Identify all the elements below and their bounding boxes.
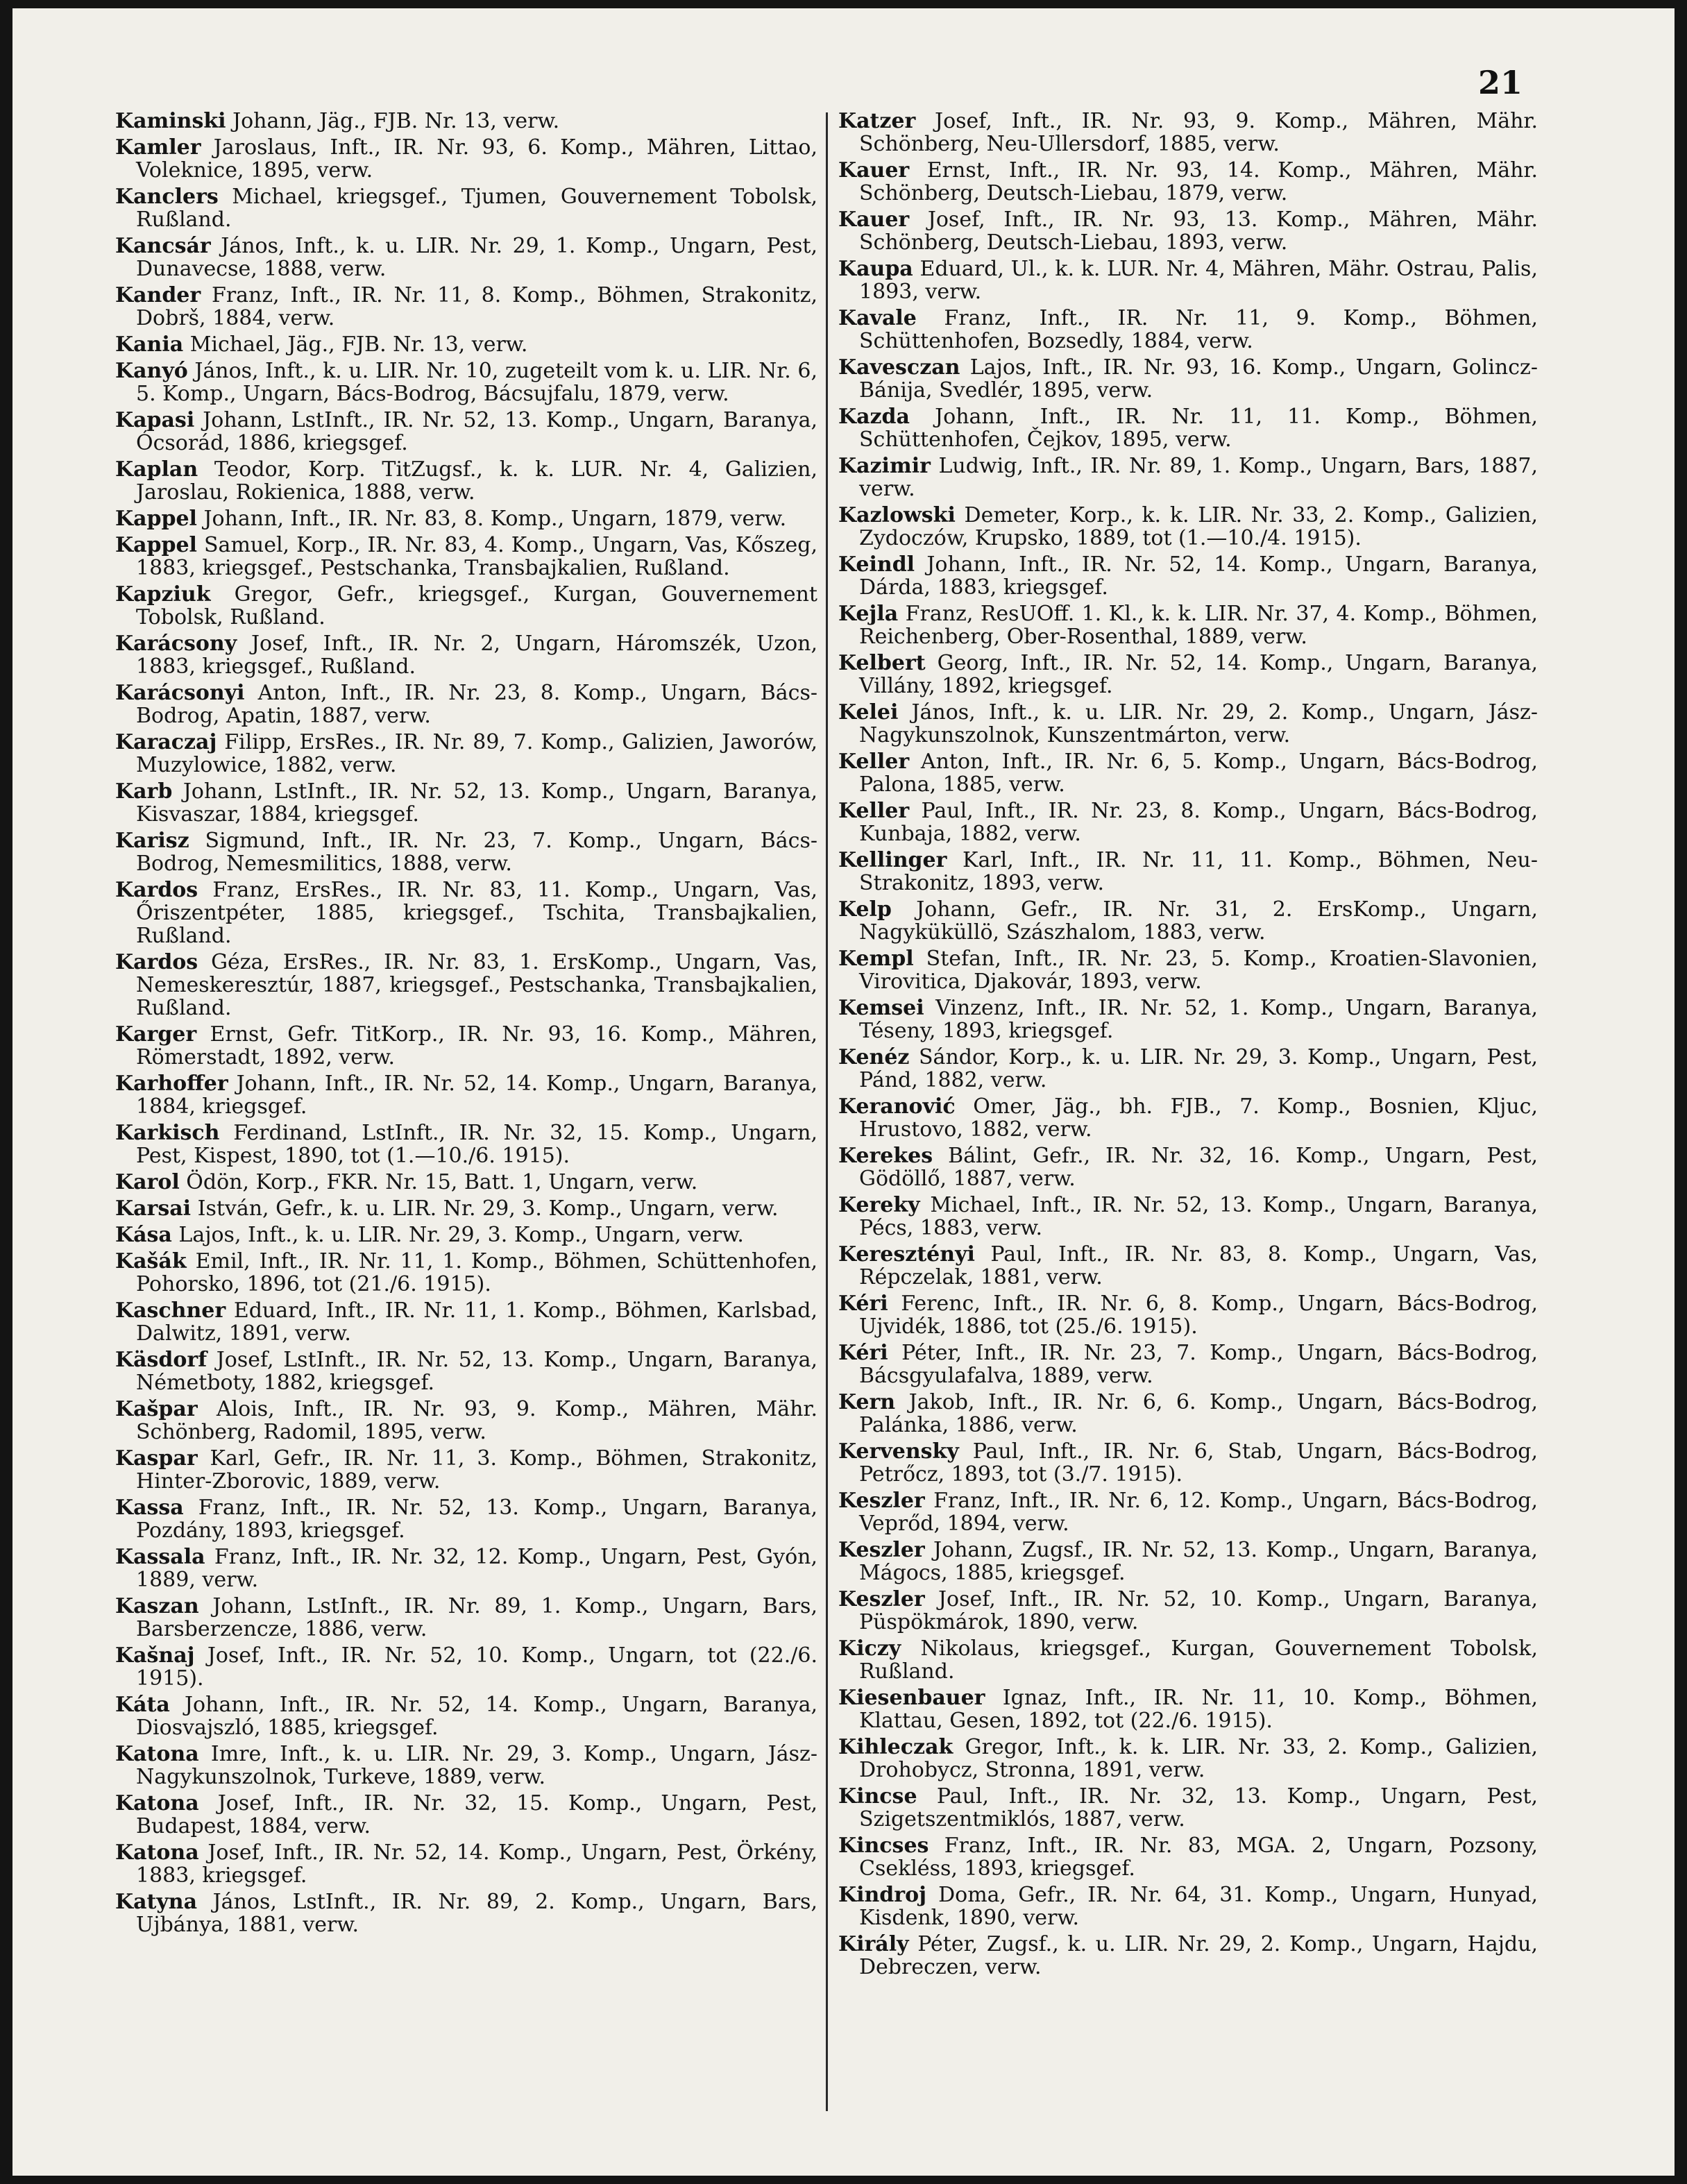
entry-surname: Kander: [115, 283, 201, 307]
register-entry: [838, 1539, 1538, 1584]
entry-surname: Karácsonyi: [115, 681, 245, 705]
entry-details: Ferenc, Inft., IR. Nr. 6, 8. Komp., Ungarn, Bács-Bodrog, Ujvidék, 1886, tot (25./6. 1915).: [859, 1292, 1538, 1339]
register-entry: [115, 1693, 817, 1739]
entry-details: Ödön, Korp., FKR. Nr. 15, Batt. 1, Ungarn, verw.: [186, 1170, 698, 1194]
entry-surname: Keresztényi: [838, 1242, 975, 1267]
entry-details: Franz, Inft., IR. Nr. 83, MGA. 2, Ungarn, Pozsony, Csekléss, 1893, kriegsgef.: [859, 1834, 1538, 1881]
entry-surname: Karaczaj: [115, 730, 217, 754]
entry-surname: Kazlowski: [838, 503, 956, 527]
register-entry: [838, 947, 1538, 993]
entry-surname: Kern: [838, 1390, 896, 1414]
entry-surname: Keller: [838, 750, 910, 774]
entry-surname: Katona: [115, 1742, 199, 1766]
entry-surname: Kaszan: [115, 1594, 199, 1618]
register-entry: [838, 1046, 1538, 1092]
entry-details: Demeter, Korp., k. k. LIR. Nr. 33, 2. Komp., Galizien, Zydoczów, Krupsko, 1889, tot (1.—10./4. 1915).: [859, 503, 1538, 550]
entry-details: Samuel, Korp., IR. Nr. 83, 4. Komp., Ungarn, Vas, Kőszeg, 1883, kriegsgef., Pestschanka, Transbajkalien, Rußland.: [136, 533, 817, 580]
entry-details: Josef, Inft., IR. Nr. 2, Ungarn, Háromszék, Uzon, 1883, kriegsgef., Rußland.: [136, 632, 817, 679]
register-entry: [115, 110, 817, 133]
register-entry: [838, 1292, 1538, 1338]
register-entry: [838, 1884, 1538, 1929]
entry-details: Ignaz, Inft., IR. Nr. 11, 10. Komp., Böhmen, Klattau, Gesen, 1892, tot (22./6. 1915).: [859, 1686, 1538, 1733]
entry-details: Omer, Jäg., bh. FJB., 7. Komp., Bosnien, Kljuc, Hrustovo, 1882, verw.: [859, 1094, 1538, 1142]
entry-details: Karl, Inft., IR. Nr. 11, 11. Komp., Böhmen, Neu-Strakonitz, 1893, verw.: [859, 848, 1538, 895]
entry-details: Josef, Inft., IR. Nr. 32, 15. Komp., Ungarn, Pest, Budapest, 1884, verw.: [136, 1791, 817, 1838]
entry-details: Michael, kriegsgef., Tjumen, Gouvernement Tobolsk, Rußland.: [136, 185, 817, 232]
entry-surname: Kašák: [115, 1249, 187, 1273]
entry-surname: Karkisch: [115, 1121, 220, 1145]
entry-details: Johann, LstInft., IR. Nr. 52, 13. Komp., Ungarn, Baranya, Ócsorád, 1886, kriegsgef.: [136, 408, 817, 455]
register-entry: [115, 1890, 817, 1936]
register-entry: [838, 1588, 1538, 1634]
entry-details: Vinzenz, Inft., IR. Nr. 52, 1. Komp., Ungarn, Baranya, Téseny, 1893, kriegsgef.: [859, 996, 1538, 1043]
register-entry: [115, 1546, 817, 1591]
entry-surname: Karger: [115, 1022, 197, 1047]
register-entry: [115, 1447, 817, 1493]
register-entry: [838, 1686, 1538, 1732]
entry-details: Eduard, Ul., k. k. LUR. Nr. 4, Mähren, Mähr. Ostrau, Palis, 1893, verw.: [859, 257, 1538, 304]
entry-details: Imre, Inft., k. u. LIR. Nr. 29, 3. Komp., Ungarn, Jász-Nagykunszolnok, Turkeve, 1889, verw.: [136, 1742, 817, 1789]
entry-surname: Kereky: [838, 1193, 920, 1217]
register-entry: [838, 1341, 1538, 1387]
entry-details: Anton, Inft., IR. Nr. 23, 8. Komp., Ungarn, Bács-Bodrog, Apatin, 1887, verw.: [136, 681, 817, 728]
entry-surname: Kaplan: [115, 457, 198, 482]
entry-surname: Kenéz: [838, 1045, 910, 1069]
entry-surname: Kavesczan: [838, 355, 960, 380]
entry-details: Lajos, Inft., IR. Nr. 93, 16. Komp., Ungarn, Golincz-Bánija, Svedlér, 1895, verw.: [859, 355, 1538, 403]
entry-details: István, Gefr., k. u. LIR. Nr. 29, 3. Komp., Ungarn, verw.: [197, 1196, 779, 1221]
register-entry: [838, 602, 1538, 648]
register-entry: [115, 1023, 817, 1069]
book-page: [12, 8, 1675, 2176]
entry-surname: Karb: [115, 779, 173, 804]
entry-details: Georg, Inft., IR. Nr. 52, 14. Komp., Ungarn, Baranya, Villány, 1892, kriegsgef.: [859, 651, 1538, 698]
entry-surname: Kappel: [115, 533, 197, 557]
entry-surname: Kiesenbauer: [838, 1686, 985, 1710]
entry-details: Ludwig, Inft., IR. Nr. 89, 1. Komp., Ungarn, Bars, 1887, verw.: [859, 454, 1538, 501]
entry-details: Michael, Jäg., FJB. Nr. 13, verw.: [189, 332, 528, 357]
entry-surname: Kamler: [115, 135, 201, 160]
entry-details: Gregor, Inft., k. k. LIR. Nr. 33, 2. Komp., Galizien, Drohobycz, Stronna, 1891, verw.: [859, 1735, 1538, 1782]
register-entry: [115, 507, 817, 530]
register-entry: [838, 1243, 1538, 1289]
entry-details: János, Inft., k. u. LIR. Nr. 29, 2. Komp., Ungarn, Jász-Nagykunszolnok, Kunszentmárton, verw.: [859, 700, 1538, 747]
register-entry: [115, 235, 817, 280]
entry-details: Josef, Inft., IR. Nr. 52, 10. Komp., Ungarn, Baranya, Püspökmárok, 1890, verw.: [859, 1587, 1538, 1634]
entry-details: Lajos, Inft., k. u. LIR. Nr. 29, 3. Komp., Ungarn, verw.: [178, 1223, 744, 1247]
entry-surname: Karisz: [115, 829, 189, 853]
register-entry: [115, 1299, 817, 1345]
entry-details: Stefan, Inft., IR. Nr. 23, 5. Komp., Kroatien-Slavonien, Virovitica, Djakovár, 1893, verw.: [859, 947, 1538, 994]
entry-details: Franz, ErsRes., IR. Nr. 83, 11. Komp., Ungarn, Vas, Őriszentpéter, 1885, kriegsgef., Tschita, Transbajkalien, Rußland.: [136, 878, 817, 948]
register-entry: [115, 829, 817, 875]
entry-surname: Kincse: [838, 1784, 917, 1809]
register-entry: [115, 583, 817, 629]
entry-surname: Karhoffer: [115, 1072, 228, 1096]
register-entry: [115, 1121, 817, 1167]
entry-surname: Kaminski: [115, 109, 226, 133]
register-entry: [115, 1348, 817, 1394]
entry-details: Teodor, Korp. TitZugsf., k. k. LUR. Nr. 4, Galizien, Jaroslau, Rokienica, 1888, verw.: [136, 457, 817, 505]
entry-details: Josef, Inft., IR. Nr. 52, 14. Komp., Ungarn, Pest, Örkény, 1883, kriegsgef.: [136, 1840, 817, 1888]
register-entry: [838, 849, 1538, 895]
entry-surname: Kauer: [838, 208, 910, 232]
entry-surname: Kaupa: [838, 257, 913, 281]
entry-details: Franz, Inft., IR. Nr. 52, 13. Komp., Ungarn, Baranya, Pozdány, 1893, kriegsgef.: [136, 1496, 817, 1543]
entry-surname: Kincses: [838, 1834, 929, 1858]
entry-details: Eduard, Inft., IR. Nr. 11, 1. Komp., Böhmen, Karlsbad, Dalwitz, 1891, verw.: [136, 1298, 817, 1346]
register-entry: [115, 1595, 817, 1641]
entry-surname: Káta: [115, 1693, 170, 1717]
register-entry: [115, 1841, 817, 1887]
entry-details: Franz, Inft., IR. Nr. 6, 12. Komp., Ungarn, Bács-Bodrog, Veprőd, 1894, verw.: [859, 1489, 1538, 1536]
register-entry: [115, 780, 817, 826]
entry-details: Karl, Gefr., IR. Nr. 11, 3. Komp., Böhmen, Strakonitz, Hinter-Zborovic, 1889, verw.: [136, 1446, 817, 1493]
register-entry: [115, 1644, 817, 1690]
register-entry: [838, 652, 1538, 697]
entry-surname: Kaspar: [115, 1446, 198, 1471]
register-entry: [115, 1072, 817, 1118]
register-entry: [115, 632, 817, 678]
register-entry: [115, 409, 817, 455]
register-entry: [115, 458, 817, 504]
entry-details: Josef, Inft., IR. Nr. 93, 13. Komp., Mähren, Mähr. Schönberg, Deutsch-Liebau, 1893, verw.: [859, 208, 1538, 255]
entry-details: János, Inft., k. u. LIR. Nr. 29, 1. Komp., Ungarn, Pest, Dunavecse, 1888, verw.: [136, 234, 817, 281]
entry-details: Paul, Inft., IR. Nr. 83, 8. Komp., Ungarn, Vas, Répczelak, 1881, verw.: [859, 1242, 1538, 1289]
entry-surname: Karsai: [115, 1196, 192, 1221]
entry-details: Josef, Inft., IR. Nr. 52, 10. Komp., Ungarn, tot (22./6. 1915).: [136, 1643, 817, 1691]
register-entry: [838, 750, 1538, 796]
entry-surname: Kanyó: [115, 359, 188, 383]
entry-details: Alois, Inft., IR. Nr. 93, 9. Komp., Mähren, Mähr. Schönberg, Radomil, 1895, verw.: [136, 1397, 817, 1444]
entry-surname: Király: [838, 1932, 909, 1956]
entry-surname: Kelp: [838, 897, 892, 922]
register-entry: [838, 799, 1538, 845]
entry-surname: Kása: [115, 1223, 172, 1247]
entry-details: Gregor, Gefr., kriegsgef., Kurgan, Gouvernement Tobolsk, Rußland.: [136, 582, 817, 629]
register-entry: [115, 185, 817, 231]
entry-surname: Kihleczak: [838, 1735, 953, 1759]
entry-details: Anton, Inft., IR. Nr. 6, 5. Komp., Ungarn, Bács-Bodrog, Palona, 1885, verw.: [859, 750, 1538, 797]
register-entry: [115, 879, 817, 947]
entry-details: Franz, Inft., IR. Nr. 32, 12. Komp., Ungarn, Pest, Gyón, 1889, verw.: [136, 1545, 817, 1592]
entry-surname: Kanclers: [115, 185, 219, 209]
entry-details: Johann, Inft., IR. Nr. 52, 14. Komp., Ungarn, Baranya, Dárda, 1883, kriegsgef.: [859, 552, 1538, 600]
register-entry: [838, 1736, 1538, 1781]
register-entry: [838, 110, 1538, 155]
entry-surname: Kassa: [115, 1496, 184, 1520]
entry-surname: Kéri: [838, 1292, 888, 1316]
register-entry: [115, 731, 817, 777]
entry-details: Jakob, Inft., IR. Nr. 6, 6. Komp., Ungarn, Bács-Bodrog, Palánka, 1886, verw.: [859, 1390, 1538, 1437]
register-entry: [838, 1834, 1538, 1880]
register-entry: [838, 1194, 1538, 1239]
entry-details: Johann, Jäg., FJB. Nr. 13, verw.: [232, 109, 560, 133]
entry-details: Johann, Zugsf., IR. Nr. 52, 13. Komp., Ungarn, Baranya, Mágocs, 1885, kriegsgef.: [859, 1538, 1538, 1585]
entry-details: Paul, Inft., IR. Nr. 32, 13. Komp., Ungarn, Pest, Szigetszentmiklós, 1887, verw.: [859, 1784, 1538, 1831]
register-entry: [838, 257, 1538, 303]
entry-details: Ernst, Gefr. TitKorp., IR. Nr. 93, 16. Komp., Mähren, Römerstadt, 1892, verw.: [136, 1022, 817, 1069]
entry-details: Sigmund, Inft., IR. Nr. 23, 7. Komp., Ungarn, Bács-Bodrog, Nemesmilitics, 1888, verw.: [136, 829, 817, 876]
entry-surname: Kauer: [838, 158, 910, 183]
entry-surname: Kapziuk: [115, 582, 211, 607]
entry-details: Ferdinand, LstInft., IR. Nr. 32, 15. Komp., Ungarn, Pest, Kispest, 1890, tot (1.—10./6. 1915).: [136, 1121, 817, 1168]
register-entry: [838, 1144, 1538, 1190]
entry-details: Jaroslaus, Inft., IR. Nr. 93, 6. Komp., Mähren, Littao, Voleknice, 1895, verw.: [136, 135, 817, 183]
entry-surname: Kazimir: [838, 454, 931, 478]
register-entry: [115, 333, 817, 356]
entry-surname: Katzer: [838, 109, 916, 133]
register-entry: [838, 1785, 1538, 1831]
entry-surname: Keszler: [838, 1587, 925, 1611]
register-entry: [115, 1743, 817, 1788]
register-entry: [115, 1197, 817, 1220]
entry-details: Paul, Inft., IR. Nr. 6, Stab, Ungarn, Bács-Bodrog, Petrőcz, 1893, tot (3./7. 1915).: [859, 1439, 1538, 1487]
entry-surname: Kervensky: [838, 1439, 959, 1464]
entry-details: Michael, Inft., IR. Nr. 52, 13. Komp., Ungarn, Baranya, Pécs, 1883, verw.: [859, 1193, 1538, 1240]
entry-details: Ernst, Inft., IR. Nr. 93, 14. Komp., Mähren, Mähr. Schönberg, Deutsch-Liebau, 1879, verw.: [859, 158, 1538, 205]
register-entry: [838, 701, 1538, 747]
entry-details: Paul, Inft., IR. Nr. 23, 8. Komp., Ungarn, Bács-Bodrog, Kunbaja, 1882, verw.: [859, 799, 1538, 846]
register-entry: [838, 455, 1538, 500]
register-entry: [838, 405, 1538, 451]
entry-details: Johann, Inft., IR. Nr. 52, 14. Komp., Ungarn, Baranya, 1884, kriegsgef.: [136, 1072, 817, 1119]
register-entry: [838, 356, 1538, 402]
entry-details: Johann, Inft., IR. Nr. 52, 14. Komp., Ungarn, Baranya, Diosvajszló, 1885, kriegsgef.: [136, 1693, 817, 1740]
entry-surname: Kavale: [838, 306, 917, 330]
entry-details: Doma, Gefr., IR. Nr. 64, 31. Komp., Ungarn, Hunyad, Kisdenk, 1890, verw.: [859, 1883, 1538, 1930]
entry-details: Péter, Inft., IR. Nr. 23, 7. Komp., Ungarn, Bács-Bodrog, Bácsgyulafalva, 1889, verw.: [859, 1341, 1538, 1388]
entry-surname: Kelei: [838, 700, 899, 725]
entry-surname: Kerekes: [838, 1144, 933, 1168]
register-entry: [115, 359, 817, 405]
entry-surname: Katyna: [115, 1890, 198, 1914]
entry-details: Johann, Inft., IR. Nr. 11, 11. Komp., Böhmen, Schüttenhofen, Čejkov, 1895, verw.: [859, 405, 1538, 452]
register-entry: [838, 307, 1538, 353]
register-entry: [838, 997, 1538, 1042]
entry-details: Nikolaus, kriegsgef., Kurgan, Gouvernement Tobolsk, Rußland.: [859, 1636, 1538, 1684]
entry-surname: Kempl: [838, 947, 914, 971]
column-divider: [826, 112, 828, 2111]
entry-details: Franz, ResUOff. 1. Kl., k. k. LIR. Nr. 37, 4. Komp., Böhmen, Reichenberg, Ober-Rosenthal, 1889, verw.: [859, 602, 1538, 649]
entry-details: Sándor, Korp., k. u. LIR. Nr. 29, 3. Komp., Ungarn, Pest, Pánd, 1882, verw.: [859, 1045, 1538, 1092]
entry-surname: Kapasi: [115, 408, 195, 432]
entry-surname: Kardos: [115, 950, 198, 974]
register-entry: [838, 208, 1538, 254]
entry-surname: Keszler: [838, 1489, 925, 1513]
entry-surname: Kellinger: [838, 848, 947, 872]
register-entry: [838, 1637, 1538, 1683]
entry-details: Johann, Gefr., IR. Nr. 31, 2. ErsKomp., Ungarn, Nagyküküllö, Szászhalom, 1883, verw.: [859, 897, 1538, 945]
entry-surname: Karol: [115, 1170, 180, 1194]
entry-details: Josef, Inft., IR. Nr. 93, 9. Komp., Mähren, Mähr. Schönberg, Neu-Ullersdorf, 1885, verw.: [859, 109, 1538, 156]
entry-surname: Kania: [115, 332, 184, 357]
entry-surname: Keller: [838, 799, 910, 823]
entry-details: János, Inft., k. u. LIR. Nr. 10, zugeteilt vom k. u. LIR. Nr. 6, 5. Komp., Ungarn, Bács-Bodrog, Bácsujfalu, 1879, verw.: [136, 359, 817, 406]
entry-details: Josef, LstInft., IR. Nr. 52, 13. Komp., Ungarn, Baranya, Németboty, 1882, kriegsgef.: [136, 1348, 817, 1395]
entry-surname: Kašnaj: [115, 1643, 195, 1668]
entry-surname: Kemsei: [838, 996, 924, 1020]
entry-surname: Kaschner: [115, 1298, 226, 1323]
register-entry: [115, 1496, 817, 1542]
entry-details: Johann, LstInft., IR. Nr. 52, 13. Komp., Ungarn, Baranya, Kisvaszar, 1884, kriegsgef.: [136, 779, 817, 827]
left-column: [115, 110, 817, 1940]
register-entry: [838, 1933, 1538, 1979]
entry-surname: Kašpar: [115, 1397, 198, 1421]
entry-surname: Keszler: [838, 1538, 925, 1562]
register-entry: [115, 1792, 817, 1838]
register-entry: [115, 284, 817, 330]
entry-surname: Kassala: [115, 1545, 205, 1569]
register-entry: [838, 504, 1538, 550]
entry-surname: Keranović: [838, 1094, 956, 1119]
entry-surname: Kiczy: [838, 1636, 901, 1661]
register-entry: [115, 1398, 817, 1444]
entry-details: Emil, Inft., IR. Nr. 11, 1. Komp., Böhmen, Schüttenhofen, Pohorsko, 1896, tot (21./6. 1915).: [136, 1249, 817, 1296]
right-column: [838, 110, 1538, 1982]
entry-surname: Karácsony: [115, 632, 237, 656]
entry-details: Franz, Inft., IR. Nr. 11, 8. Komp., Böhmen, Strakonitz, Dobrš, 1884, verw.: [136, 283, 817, 330]
entry-surname: Kéri: [838, 1341, 888, 1365]
entry-surname: Kindroj: [838, 1883, 926, 1907]
entry-details: Franz, Inft., IR. Nr. 11, 9. Komp., Böhmen, Schüttenhofen, Bozsedly, 1884, verw.: [859, 306, 1538, 353]
register-entry: [115, 1171, 817, 1194]
entry-surname: Katona: [115, 1840, 199, 1865]
entry-surname: Käsdorf: [115, 1348, 207, 1372]
entry-details: Bálint, Gefr., IR. Nr. 32, 16. Komp., Ungarn, Pest, Gödöllő, 1887, verw.: [859, 1144, 1538, 1191]
register-entry: [115, 1224, 817, 1246]
register-entry: [838, 553, 1538, 599]
entry-surname: Kazda: [838, 405, 910, 429]
register-entry: [838, 159, 1538, 205]
register-entry: [115, 682, 817, 727]
entry-details: Johann, Inft., IR. Nr. 83, 8. Komp., Ungarn, 1879, verw.: [203, 507, 787, 531]
entry-surname: Keindl: [838, 552, 915, 577]
register-entry: [838, 1391, 1538, 1437]
entry-details: Filipp, ErsRes., IR. Nr. 89, 7. Komp., Galizien, Jaworów, Muzylowice, 1882, verw.: [136, 730, 817, 777]
register-entry: [115, 1250, 817, 1296]
entry-surname: Kelbert: [838, 651, 926, 675]
register-entry: [838, 1440, 1538, 1486]
register-entry: [115, 534, 817, 579]
register-entry: [115, 951, 817, 1019]
entry-details: Géza, ErsRes., IR. Nr. 83, 1. ErsKomp., Ungarn, Vas, Nemeskeresztúr, 1887, kriegsgef., Pestschanka, Transbajkalien, Rußland.: [136, 950, 818, 1020]
register-entry: [838, 1489, 1538, 1535]
register-entry: [838, 898, 1538, 944]
register-entry: [838, 1095, 1538, 1141]
page-number: 21: [1478, 64, 1523, 101]
entry-details: Johann, LstInft., IR. Nr. 89, 1. Komp., Ungarn, Bars, Barsberzencze, 1886, verw.: [136, 1594, 817, 1641]
entry-surname: Kancsár: [115, 234, 211, 258]
entry-surname: Kappel: [115, 507, 197, 531]
entry-details: János, LstInft., IR. Nr. 89, 2. Komp., Ungarn, Bars, Ujbánya, 1881, verw.: [136, 1890, 817, 1937]
register-entry: [115, 136, 817, 182]
entry-details: Péter, Zugsf., k. u. LIR. Nr. 29, 2. Komp., Ungarn, Hajdu, Debreczen, verw.: [859, 1932, 1538, 1979]
entry-surname: Kardos: [115, 878, 198, 902]
entry-surname: Kejla: [838, 602, 899, 626]
entry-surname: Katona: [115, 1791, 199, 1815]
